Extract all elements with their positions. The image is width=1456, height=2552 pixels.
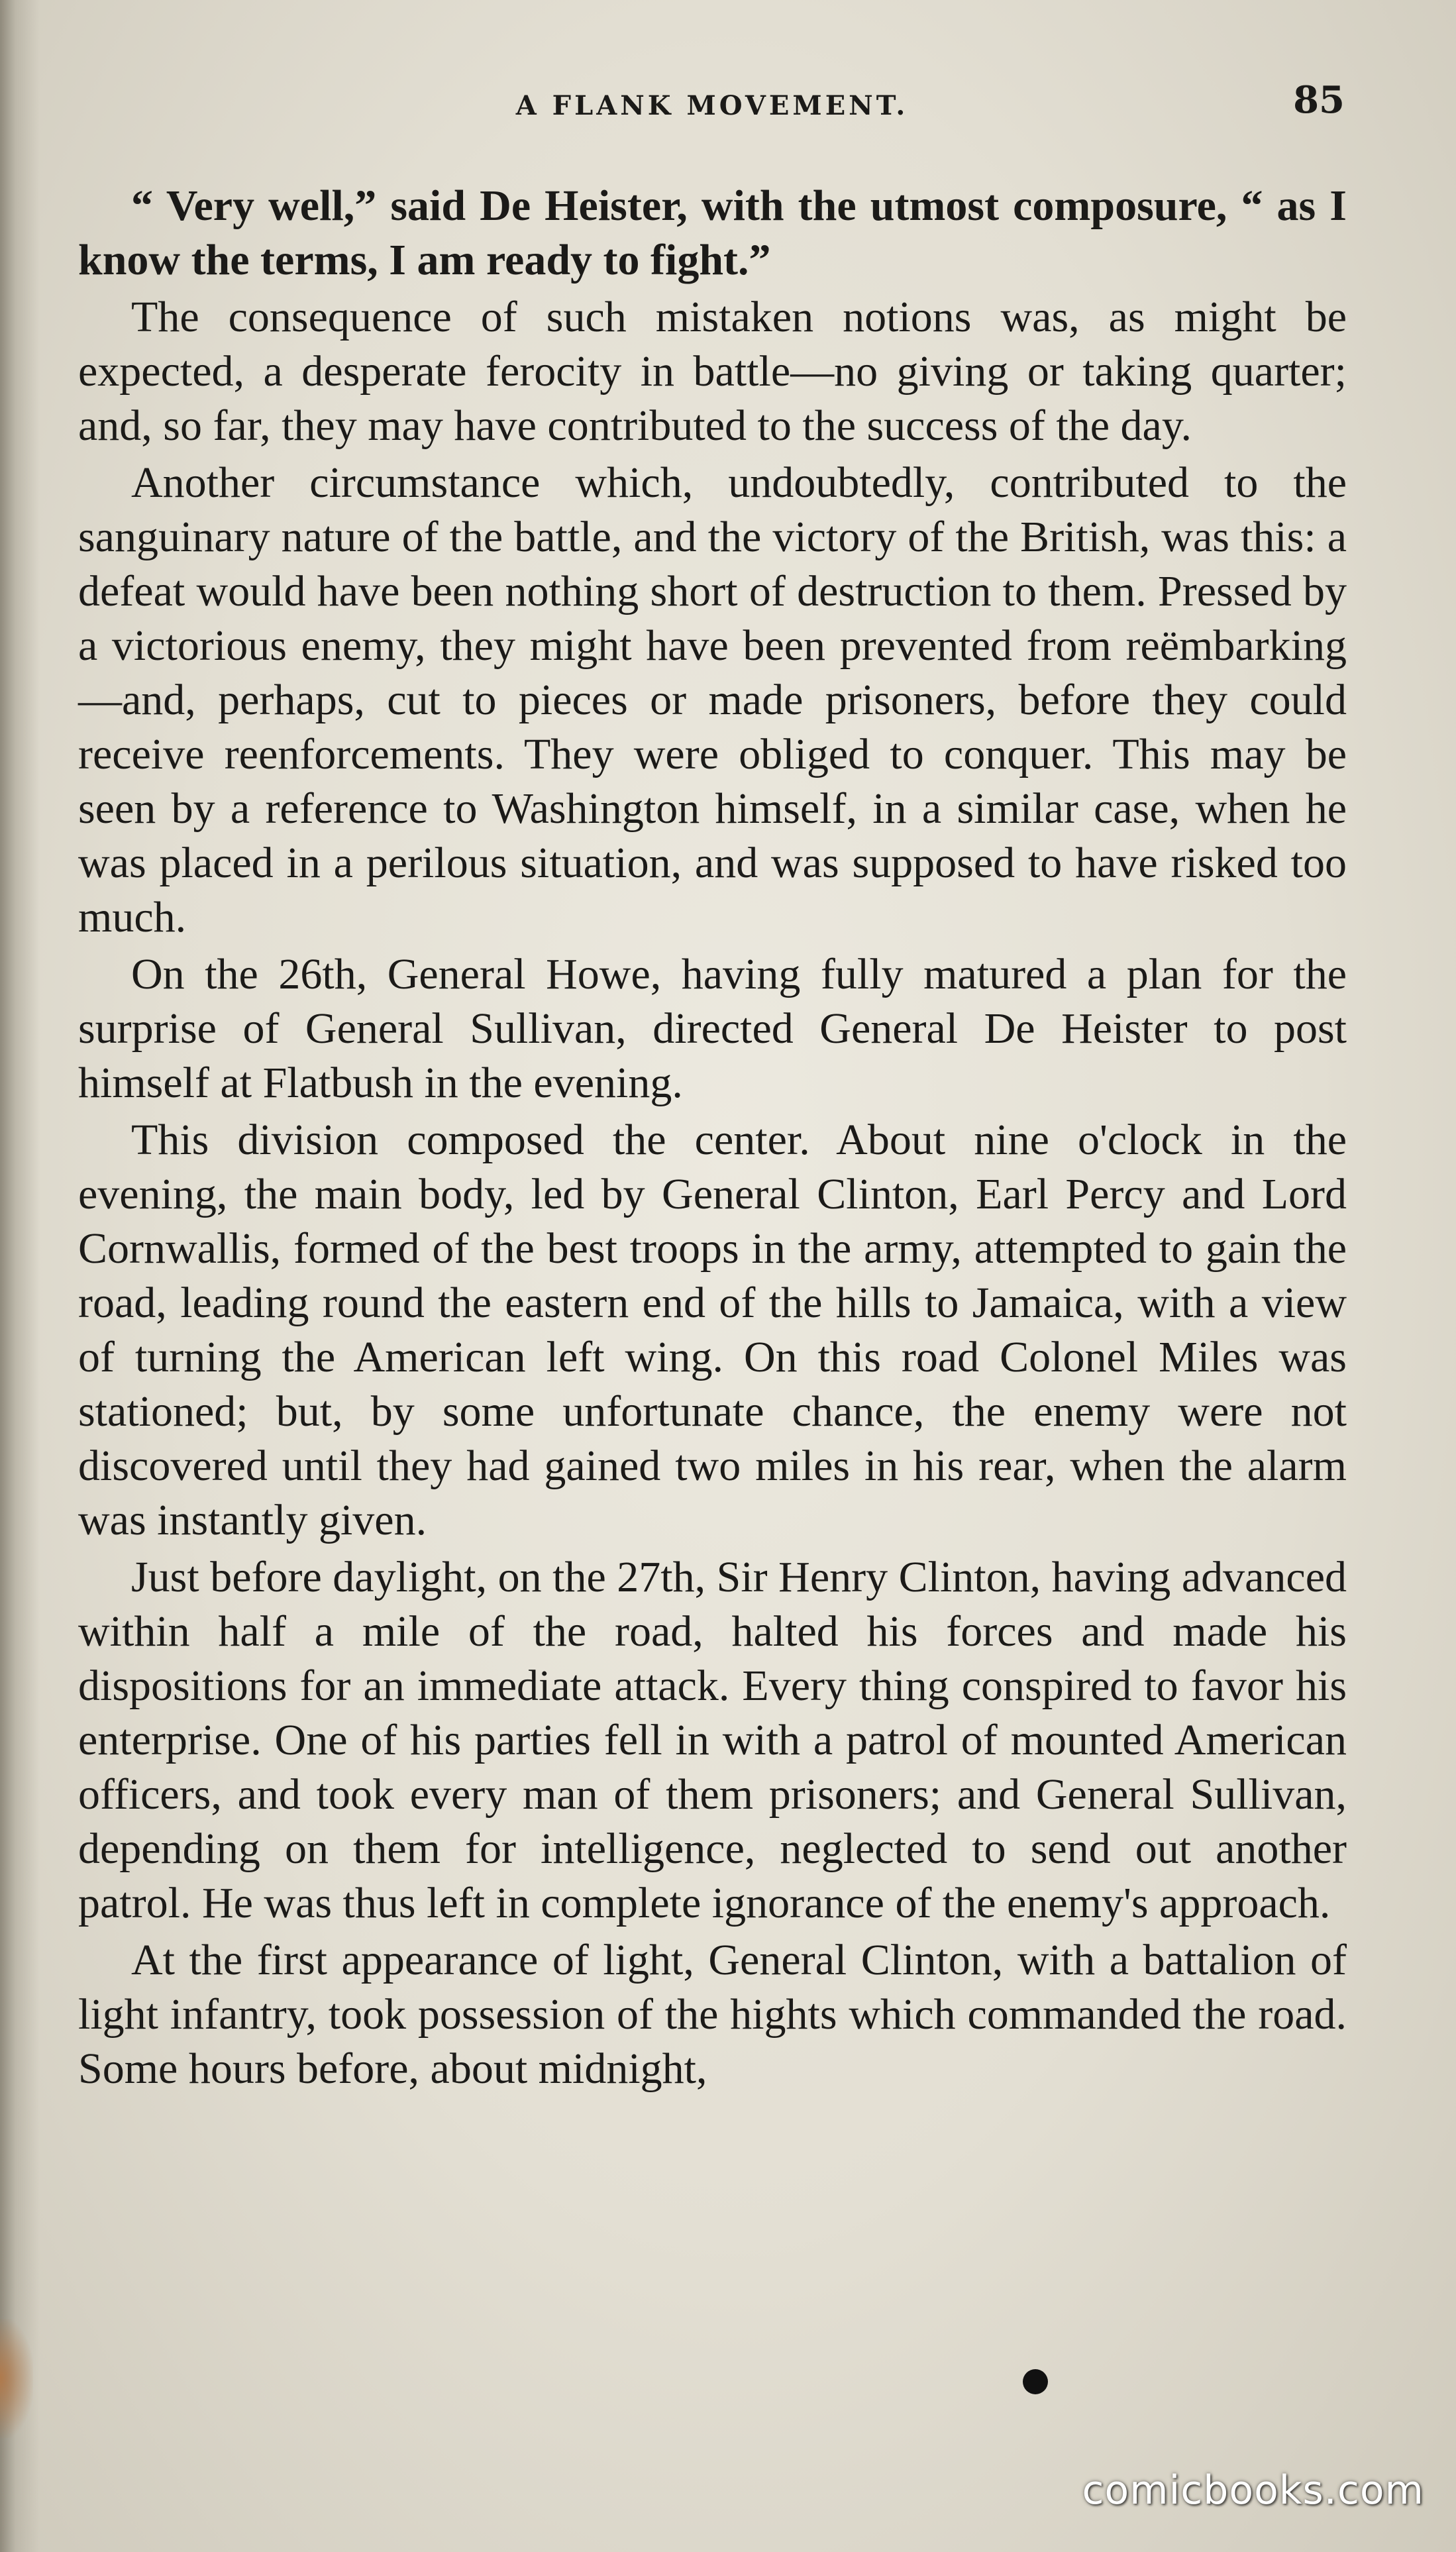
paragraph: “ Very well,” said De Heister, with the utmost composure, “ as I know the terms, I am ready to fight.” xyxy=(78,182,1347,284)
paragraph: This division composed the center. About nine o'clock in the evening, the main body, led by General Clinton, Earl Percy and Lord Cornwallis, formed of the best troops in the army, attempted to gain the road, leading round the eastern end of the hills to Jamaica, with a view of turning the American left wing. On this road Colonel Miles was stationed; but, by some unfortunate chance, the enemy were not discovered until they had gained two miles in his rear, when the alarm was instantly given. xyxy=(78,1116,1347,1544)
page-gutter-shadow xyxy=(0,0,40,2552)
watermark: comicbooks.com xyxy=(1082,2467,1424,2514)
ink-dot xyxy=(1023,2369,1048,2394)
paragraph: Another circumstance which, undoubtedly, contributed to the sanguinary nature of the battle, and the victory of the British, was this: a defeat would have been nothing short of destruction to them. Pressed by a victorious enemy, they might have been prevented from reëmbarking—and, perhaps, cut to pieces or made prisoners, before they could receive reenforcements. They were obliged to conquer. This may be seen by a reference to Washington himself, in a similar case, when he was placed in a perilous situation, and was supposed to have risked too much. xyxy=(78,458,1347,941)
paper-stain xyxy=(0,2319,33,2438)
page-number: 85 xyxy=(1293,78,1345,122)
page-header xyxy=(79,78,1345,131)
paragraph: Just before daylight, on the 27th, Sir Henry Clinton, having advanced within half a mile of the road, halted his forces and made his dispositions for an immediate attack. Every thing conspired to favor his enterprise. One of his parties fell in with a patrol of mounted American officers, and took every man of them prisoners; and General Sullivan, depending on them for intelligence, neglected to send out another patrol. He was thus left in complete ignorance of the enemy's approach. xyxy=(78,1553,1347,1927)
paragraph: At the first appearance of light, General Clinton, with a battalion of light infantry, took possession of the hights which commanded the road. Some hours before, about midnight, xyxy=(78,1936,1347,2093)
body-text xyxy=(78,179,1347,2099)
paragraph: On the 26th, General Howe, having fully matured a plan for the surprise of General Sullivan, directed General De Heister to post himself at Flatbush in the evening. xyxy=(78,950,1347,1107)
running-title: A FLANK MOVEMENT. xyxy=(515,90,909,121)
paragraph: The consequence of such mistaken notions was, as might be expected, a desperate ferocity in battle—no giving or taking quarter; and, so far, they may have contributed to the success of the day. xyxy=(78,293,1347,450)
